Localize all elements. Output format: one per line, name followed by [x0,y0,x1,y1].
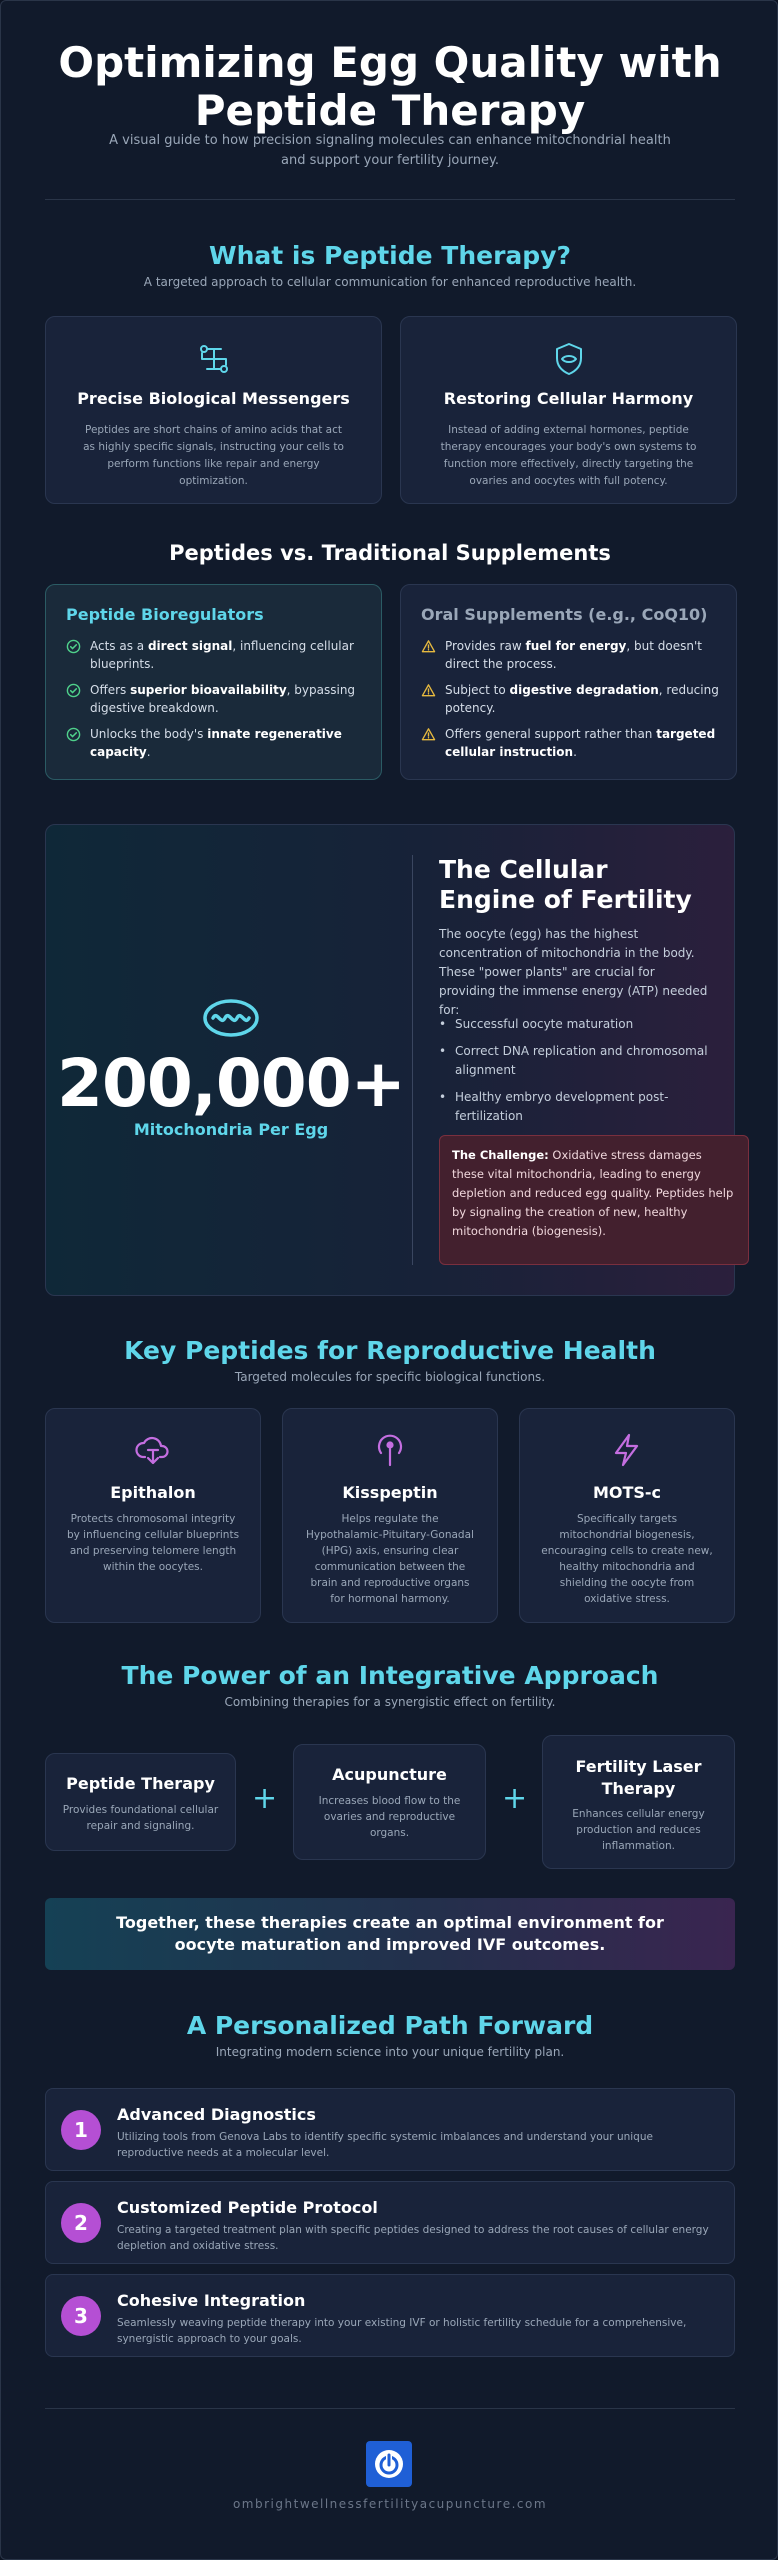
therapy-card-peptide [45,1753,236,1851]
dna-network-icon [196,341,232,377]
shield-icon [551,341,587,377]
step-title: Customized Peptide Protocol [117,2198,378,2217]
plus-icon: + [252,1781,278,1816]
card-text: Instead of adding external hormones, peptide therapy encourages your body's own systems to function more effectively, directly targeting the ovaries and oocytes with full potency. [440,424,697,487]
mitochondria-count-label: Mitochondria Per Egg [133,1120,329,1139]
step-number: 2 [61,2203,101,2243]
comparison-card-title: Oral Supplements (e.g., CoQ10) [421,605,708,624]
step-title: Cohesive Integration [117,2291,306,2310]
divider [45,199,735,200]
peptide-name: MOTS-c [592,1483,662,1502]
therapy-card-laser [542,1735,735,1869]
peptide-card-mots-c [519,1408,735,1623]
peptide-name: Epithalon [110,1483,196,1502]
therapy-text: Increases blood flow to the ovaries and reproductive organs. [318,1795,461,1839]
check-circle-icon [66,639,81,654]
mitochondria-icon [201,995,261,1041]
card-title: Restoring Cellular Harmony [443,389,694,408]
section-title-what-is: What is Peptide Therapy? [209,241,571,270]
peptide-card-kisspeptin [282,1408,498,1623]
comparison-card-title: Peptide Bioregulators [66,605,264,624]
cellular-engine-panel [45,824,735,1296]
section-subtitle-what-is: A targeted approach to cellular communication for enhanced reproductive health. [143,275,637,289]
therapy-card-acupuncture [293,1744,486,1860]
challenge-text: Oxidative stress damages these vital mitochondria, leading to energy depletion and reduced egg quality. Peptides help by signaling the creation of new, healthy mitochondria (biogenesis). [452,1148,734,1238]
peptide-card-epithalon [45,1408,261,1623]
footer-url[interactable]: ombrightwellnessfertilityacupuncture.com [232,2497,548,2511]
card-title: Precise Biological Messengers [77,389,350,408]
list-item: • Correct DNA replication and chromosomal alignment [439,1042,714,1080]
engine-text: The oocyte (egg) has the highest concentration of mitochondria in the body. These "power plants" are crucial for providing the immense energy (ATP) needed for: [439,927,708,1017]
peptide-text: Helps regulate the Hypothalamic-Pituitary-Gonadal (HPG) axis, ensuring clear communication between the brain and reproductive organs for hormonal harmony. [306,1513,474,1605]
peptide-text: Specifically targets mitochondrial biogenesis, encouraging cells to create new, healthy mitochondria and shielding the oocyte from oxidative stress. [541,1513,713,1605]
list-item: Unlocks the body's innate regenerative capacity. [66,725,365,761]
engine-title: The Cellular Engine of Fertility [439,855,692,914]
challenge-alert [439,1135,749,1265]
list-item: Provides raw fuel for energy, but doesn't direct the process. [421,637,720,673]
divider [45,2408,735,2409]
peptide-name: Kisspeptin [342,1483,438,1502]
signal-tower-icon [371,1431,409,1469]
page-title: Optimizing Egg Quality with Peptide Therapy [58,38,722,135]
therapy-name: Fertility Laser Therapy [575,1757,702,1798]
page-subtitle: A visual guide to how precision signaling molecules can enhance mitochondrial health and support your fertility journey. [109,133,671,168]
warning-icon [421,639,436,654]
list-item: Offers superior bioavailability, bypassing digestive breakdown. [66,681,365,717]
step-card-integration [45,2274,735,2357]
section-title-integrative: The Power of an Integrative Approach [121,1661,659,1690]
therapy-name: Peptide Therapy [66,1774,215,1793]
list-item: • Healthy embryo development post-fertilization [439,1088,714,1126]
check-circle-icon [66,683,81,698]
step-card-protocol [45,2181,735,2264]
step-text: Utilizing tools from Genova Labs to identify specific systemic imbalances and understand your unique reproductive needs at a molecular level. [117,2131,653,2159]
comparison-card-peptides [45,584,382,780]
check-circle-icon [66,727,81,742]
info-card-harmony [400,316,737,504]
warning-icon [421,727,436,742]
section-title-path: A Personalized Path Forward [186,2011,594,2040]
list-item: Offers general support rather than targeted cellular instruction. [421,725,720,761]
list-item: Subject to digestive degradation, reducing potency. [421,681,720,717]
list-item: • Successful oocyte maturation [439,1015,714,1034]
therapy-text: Provides foundational cellular repair and signaling. [62,1804,219,1832]
comparison-list-supplements [421,637,720,769]
challenge-label: The Challenge: [452,1148,549,1162]
comparison-card-supplements [400,584,737,780]
divider [412,855,413,1265]
card-text: Peptides are short chains of amino acids that act as highly specific signals, instructing your cells to perform functions like repair and energy optimization. [83,424,344,487]
mitochondria-count: 200,000+ [57,1045,405,1122]
step-text: Seamlessly weaving peptide therapy into your existing IVF or holistic fertility schedule for a comprehensive, synergistic approach to your goals. [117,2317,687,2345]
power-logo-icon[interactable] [366,2441,412,2487]
cloud-download-icon [134,1431,172,1469]
therapy-text: Enhances cellular energy production and reduces inflammation. [572,1808,705,1852]
lightning-icon [608,1431,646,1469]
integrative-banner: Together, these therapies create an optimal environment for oocyte maturation and improved IVF outcomes. [45,1898,735,1970]
step-number: 3 [61,2296,101,2336]
step-card-diagnostics [45,2088,735,2171]
engine-list [439,1015,714,1134]
section-subtitle-key-peptides: Targeted molecules for specific biological functions. [234,1370,546,1384]
step-title: Advanced Diagnostics [117,2105,316,2124]
plus-icon: + [502,1781,528,1816]
info-card-messengers [45,316,382,504]
section-title-key-peptides: Key Peptides for Reproductive Health [124,1336,656,1365]
section-subtitle-integrative: Combining therapies for a synergistic effect on fertility. [224,1695,556,1709]
list-item: Acts as a direct signal, influencing cellular blueprints. [66,637,365,673]
step-text: Creating a targeted treatment plan with specific peptides designed to address the root causes of cellular energy depletion and oxidative stress. [117,2224,709,2252]
warning-icon [421,683,436,698]
peptide-text: Protects chromosomal integrity by influencing cellular blueprints and preserving telomere length within the oocytes. [66,1513,240,1573]
section-subtitle-path: Integrating modern science into your unique fertility plan. [215,2045,565,2059]
comparison-title: Peptides vs. Traditional Supplements [169,541,611,565]
therapy-name: Acupuncture [332,1765,447,1784]
step-number: 1 [61,2110,101,2150]
comparison-list-peptides [66,637,365,769]
